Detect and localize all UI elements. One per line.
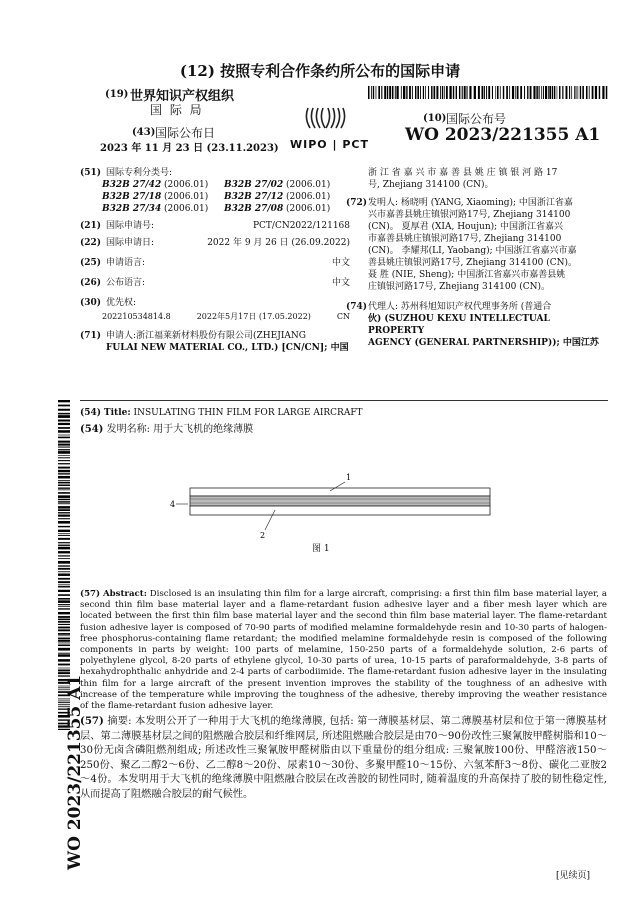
priority-label: 优先权: [106,298,137,308]
side-publication-number: WO 2023/221355 A1 [65,674,85,870]
abstract-en [80,589,607,712]
abstract-zh [80,714,607,802]
filing-date-row [80,237,350,249]
wipo-logo-text: WIPO | PCT [290,138,369,151]
filing-lang-label: 申请语言: [106,258,146,268]
ipc-version: (2006.01) [164,204,209,214]
ipc-list [80,179,350,215]
title-en-row [80,407,363,419]
agent-code: (74) [346,302,368,312]
ipc-code: (51) [80,168,102,178]
ipc-version: (2006.01) [164,192,209,202]
abstract-zh-label: 摘要: [107,716,132,727]
pub-lang: 中文 [331,278,350,288]
inventors-line: (CN)。 夏厚君 (XIA, Houjun); 中国浙江省嘉兴 [368,222,564,232]
ipc-version: (2006.01) [286,192,331,202]
priority-row [80,297,350,309]
priority-code: (30) [80,298,102,308]
right-bibliographic-column [346,167,608,349]
ipc-label: 国际专利分类号: [106,168,173,178]
pub-date: 2023 年 11 月 23 日 (23.11.2023) [100,143,279,154]
pub-date-code: (43) [132,127,156,138]
title-en-label: Title: [103,408,131,418]
filing-language-row [80,257,350,269]
ipc-class: B32B 27/08 [224,204,284,214]
applicant-row [80,330,350,342]
applicant-code: (71) [80,331,102,341]
applicant-line: FULAI NEW MATERIAL CO., LTD.) [CN/CN]; 中国 [106,343,349,353]
filing-lang: 中文 [331,258,350,268]
abstract-en-label: Abstract: [102,589,147,599]
barcode-top [368,86,608,99]
ipc-class: B32B 27/34 [102,204,162,214]
abstract-zh-code: (57) [80,715,104,727]
filing-date: 2022 年 9 月 26 日 (26.09.2022) [207,238,350,248]
title-zh-code: (54) [80,424,104,435]
document-type-title: (12) 按照专利合作条约所公布的国际申请 [179,62,461,80]
pub-date-label: 国际公布日 [155,126,216,140]
applicant-address-line: 浙 江 省 嘉 兴 市 嘉 善 县 姚 庄 镇 银 河 路 17 [368,168,558,178]
figure-label-2: 2 [260,531,266,540]
agent-line: AGENCY (GENERAL PARTNERSHIP)); 中国江苏 [368,338,599,348]
ipc-version: (2006.01) [286,180,331,190]
priority-details [80,311,350,322]
ipc-version: (2006.01) [286,204,331,214]
pub-no-code: (10) [423,113,447,124]
pub-no-label: 国际公布号 [446,112,507,126]
publication-number: WO 2023/221355 A1 [405,125,601,145]
inventors-line: 聂 胜 (NIE, Sheng); 中国浙江省嘉兴市嘉善县姚 [368,270,566,280]
ipc-class: B32B 27/02 [224,180,284,190]
org-sub: 国 际 局 [150,103,204,117]
title-en-code: (54) [80,408,102,418]
priority-date: 2022年5月17日 (17.05.2022) [196,312,311,321]
agent-block [346,301,608,349]
applicant-line: 申请人:浙江福莱新材料股份有限公司(ZHEJIANG [106,331,306,341]
application-number-row [80,220,350,232]
inventors-line: 善县姚庄镇银河路17号, Zhejiang 314100 (CN)。 [368,258,578,268]
priority-country: CN [336,312,350,321]
title-zh: 用于大飞机的绝缘薄膜 [153,424,254,435]
inventors-line: 庄镇银河路17号, Zhejiang 314100 (CN)。 [368,282,551,292]
continued-note: [见续页] [556,871,591,881]
inventors-code: (72) [346,198,368,208]
abstract-en-text: Disclosed is an insulating thin film for a large aircraft, comprising: a first thin film base material layer, a second thin film base material layer and a flame-retardant fusion adhesive layer and a fiber mesh layer which are located between the first thin film base material layer and the second thin film base material layer. The flame-retardant fusion adhesive layer is composed of 70-90 parts of modified melamine formaldehyde resin and 10-30 parts of halogen-free phosphorus-containing flame retardant; the modified melamine formaldehyde resin is composed of the following components in parts by weight: 100 parts of melamine, 150-250 parts of a formaldehyde solution, 2-6 parts of polyethylene glycol, 8-20 parts of ethylene glycol, 10-30 parts of urea, 10-15 parts of paraformaldehyde, 3-8 parts of hexahydrophthalic anhydride and 2-4 parts of carbodiimide. The flame-retardant fusion adhesive layer in the insulating thin film for a large aircraft of the present invention improves the stability of the toughness of an adhesive with increase of the temperature while improving the toughness of the adhesive, thereby improving the weather resistance of the flame-retardant fusion adhesive layer. [80,589,608,712]
app-no: PCT/CN2022/121168 [252,221,350,231]
title-zh-label: 发明名称: [106,424,150,435]
filing-lang-code: (25) [80,258,102,268]
ipc-class: B32B 27/18 [102,192,162,202]
pub-lang-code: (26) [80,278,102,288]
abstract-en-code: (57) [80,589,101,599]
filing-label: 国际申请日: [106,238,155,248]
agent-line: 代理人: 苏州科旭知识产权代理事务所 (普通合 [368,302,552,312]
org-name: 世界知识产权组织 [130,89,235,104]
applicant-address-line: 号, Zhejiang 314100 (CN)。 [368,180,494,190]
inventors-line: 市嘉善县姚庄镇银河路17号, Zhejiang 314100 [368,234,562,244]
ipc-version: (2006.01) [164,180,209,190]
title-zh-row [80,423,253,436]
inventors-block [346,197,608,293]
ipc-row [102,179,350,191]
title-en: INSULATING THIN FILM FOR LARGE AIRCRAFT [133,408,363,418]
figure-label-4: 4 [170,500,176,509]
abstract-zh-text: 本发明公开了一种用于大飞机的绝缘薄膜, 包括: 第一薄膜基材层、第二薄膜基材层和位于第一薄膜基材层、第二薄膜基材层之间的阻燃融合胶层和纤维网层, 所述阻燃融合胶层是由70～90份改性三聚氰胺甲醛树脂和10～30份无卤含磷阻燃剂组成; 所述改性三聚氰胺甲醛树脂由以下重量份的组分组成: 三聚氰胺100份、甲醛溶液150～250份、聚乙二醇2～6份、乙二醇8～20份、尿素10～30份、多聚甲醛10～15份、六氢苯酐3～8份、碳化二亚胺2～4份。本发明用于大飞机的绝缘薄膜中阻燃融合胶层在改善胶的韧性同时, 随着温度的升高保持了胶的韧性稳定性, 从而提高了阻燃融合胶层的耐气候性。 [80,716,607,800]
ipc-row [102,191,350,203]
section-divider [80,400,608,401]
app-no-label: 国际申请号: [106,221,155,231]
pub-lang-label: 公布语言: [106,278,146,288]
ipc-class: B32B 27/12 [224,192,284,202]
agent-line: 伙) (SUZHOU KEXU INTELLECTUAL PROPERTY [368,314,550,336]
figure-1-diagram [170,460,500,555]
filing-code: (22) [80,238,102,248]
app-no-code: (21) [80,221,102,231]
left-bibliographic-column [80,167,350,354]
inventors-line: (CN)。 李耀邦(LI, Yaobang); 中国浙江省嘉兴市嘉 [368,246,577,256]
ipc-class: B32B 27/42 [102,180,162,190]
inventors-line: 兴市嘉善县姚庄镇银河路17号, Zhejiang 314100 [368,210,571,220]
figure-caption: 图 1 [312,544,330,554]
pub-language-row [80,277,350,289]
figure-label-1: 1 [346,473,352,482]
ipc-row [102,203,350,215]
inventors-line: 发明人: 杨晓明 (YANG, Xiaoming); 中国浙江省嘉 [368,198,573,208]
priority-number: 202210534814.8 [102,312,171,321]
org-code: (19) [105,89,129,100]
